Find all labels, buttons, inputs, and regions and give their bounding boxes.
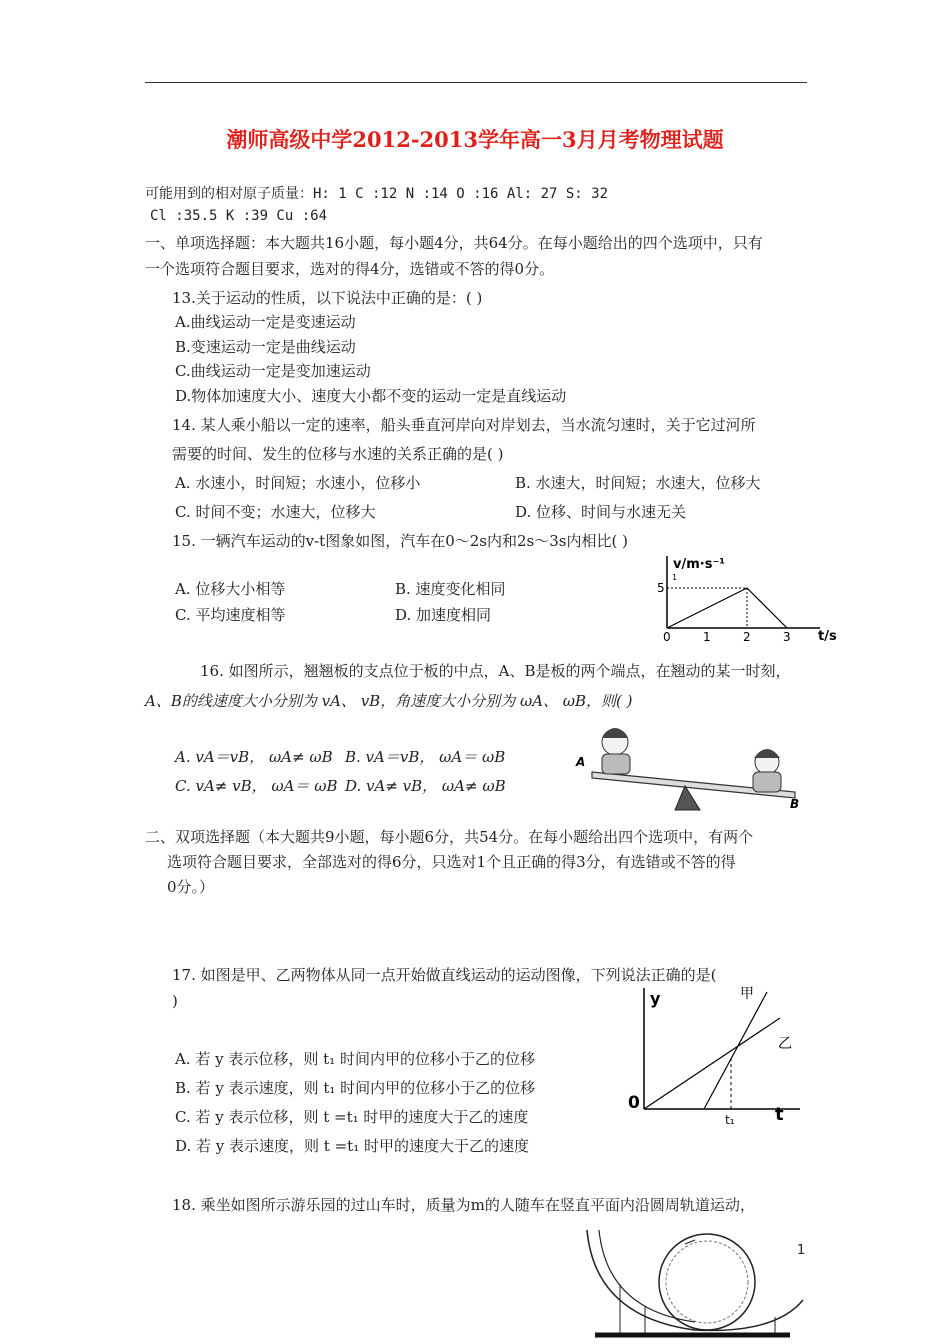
seesaw-figure bbox=[570, 710, 810, 815]
q15-option-b: B. 速度变化相同 bbox=[395, 580, 506, 598]
q17-option-c: C. 若 y 表示位移，则 t =t₁ 时甲的速度大于乙的速度 bbox=[175, 1108, 529, 1126]
q13-option-a: A.曲线运动一定是变速运动 bbox=[175, 313, 356, 331]
q15-option-d: D. 加速度相同 bbox=[395, 606, 492, 624]
q16-stem-line1: 16. 如图所示，翘翘板的支点位于板的中点，A、B是板的两个端点，在翘动的某一时刻， bbox=[200, 662, 791, 680]
q18-stem: 18. 乘坐如图所示游乐园的过山车时，质量为m的人随车在竖直平面内沿圆周轨道运动， bbox=[172, 1196, 755, 1214]
yt-ylabel: y bbox=[650, 989, 661, 1008]
page-title: 潮师高级中学2012-2013学年高一3月月考物理试题 bbox=[226, 127, 724, 152]
q15-option-a: A. 位移大小相等 bbox=[175, 580, 286, 598]
section1-line1: 一、单项选择题：本大题共16小题，每小题4分，共64分。在每小题给出的四个选项中，只有 bbox=[145, 234, 763, 252]
q16-option-c: C. vA≠ vB， ωA＝ ωB bbox=[175, 777, 338, 795]
child-a-body bbox=[602, 754, 630, 774]
section2-line3: 0分。） bbox=[167, 878, 215, 896]
vt-graph bbox=[640, 552, 840, 667]
q17-option-b: B. 若 y 表示速度，则 t₁ 时间内甲的位移小于乙的位移 bbox=[175, 1079, 536, 1097]
seesaw-label-a: A bbox=[576, 755, 586, 769]
loop-arrow bbox=[685, 1240, 695, 1244]
vt-tick-x2: 2 bbox=[743, 630, 751, 644]
yt-label-jia: 甲 bbox=[740, 986, 754, 1002]
child-a-hat bbox=[602, 728, 628, 738]
yt-line-jia bbox=[704, 992, 767, 1109]
child-b-hat bbox=[754, 749, 780, 758]
q14-option-c: C. 时间不变；水速大，位移大 bbox=[175, 503, 376, 521]
q14-stem-line2: 需要的时间、发生的位移与水速的关系正确的是( ) bbox=[172, 445, 504, 463]
vt-tick-y5: 5 bbox=[657, 581, 665, 595]
vt-tick-x1: 1 bbox=[703, 630, 711, 644]
vt-tick-x0: 0 bbox=[663, 630, 671, 644]
q15-stem: 15. 一辆汽车运动的v-t图象如图，汽车在0～2s内和2s～3s内相比( ) bbox=[172, 532, 628, 550]
q16-stem-line2: A、B的线速度大小分别为 vA、 vB，角速度大小分别为 ωA、 ωB，则( ) bbox=[145, 692, 633, 710]
vt-line-fall bbox=[747, 588, 787, 628]
header-rule bbox=[145, 82, 807, 83]
q17-option-d: D. 若 y 表示速度，则 t =t₁ 时甲的速度大于乙的速度 bbox=[175, 1137, 529, 1155]
q14-stem-line1: 14. 某人乘小船以一定的速率，船头垂直河岸向对岸划去，当水流匀速时，关于它过河所 bbox=[172, 416, 756, 434]
q15-option-c: C. 平均速度相等 bbox=[175, 606, 286, 624]
q13-option-b: B.变速运动一定是曲线运动 bbox=[175, 338, 356, 356]
page-number: 1 bbox=[797, 1243, 806, 1258]
atomic-mass-line1: 可能用到的相对原子质量：H: 1 C :12 N :14 O :16 Al: 27 S: 32 bbox=[145, 186, 609, 202]
section2-line2: 选项符合题目要求，全部选对的得6分，只选对1个且正确的得3分，有选错或不答的得 bbox=[167, 853, 736, 871]
seesaw-pivot bbox=[675, 786, 700, 810]
roller-coaster-figure bbox=[585, 1222, 805, 1338]
q13-option-c: C.曲线运动一定是变加速运动 bbox=[175, 362, 371, 380]
vt-ylabel: v/m·s⁻¹ bbox=[673, 557, 725, 572]
track-inner bbox=[599, 1230, 695, 1322]
q16-option-a: A. vA＝vB， ωA≠ ωB bbox=[175, 748, 333, 766]
vt-ylabel-sup: 1 bbox=[672, 573, 678, 582]
q14-option-a: A. 水速小，时间短；水速小，位移小 bbox=[175, 474, 421, 492]
q16-option-d: D. vA≠ vB， ωA≠ ωB bbox=[345, 777, 506, 795]
yt-t1: t₁ bbox=[725, 1113, 735, 1125]
q17-stem-line1: 17. 如图是甲、乙两物体从同一点开始做直线运动的运动图像，下列说法正确的是( bbox=[172, 966, 717, 984]
loop-inner bbox=[666, 1241, 748, 1323]
yt-label-yi: 乙 bbox=[778, 1036, 792, 1052]
q13-option-d: D.物体加速度大小、速度大小都不变的运动一定是直线运动 bbox=[175, 387, 567, 405]
q14-option-b: B. 水速大，时间短；水速大，位移大 bbox=[515, 474, 761, 492]
seesaw-label-b: B bbox=[790, 797, 800, 811]
loop-outer bbox=[659, 1234, 755, 1330]
q14-option-d: D. 位移、时间与水速无关 bbox=[515, 503, 687, 521]
track-outer bbox=[587, 1230, 806, 1330]
q17-stem-line2: ) bbox=[172, 992, 178, 1010]
section1-line2: 一个选项符合题目要求，选对的得4分，选错或不答的得0分。 bbox=[145, 260, 555, 278]
q13-stem: 13.关于运动的性质，以下说法中正确的是：( ) bbox=[172, 289, 483, 307]
vt-xlabel: t/s bbox=[818, 629, 837, 644]
section2-line1: 二、双项选择题（本大题共9小题，每小题6分，共54分。在每小题给出四个选项中，有两个 bbox=[145, 828, 754, 846]
yt-tlabel: t bbox=[775, 1104, 784, 1125]
q17-option-a: A. 若 y 表示位移，则 t₁ 时间内甲的位移小于乙的位移 bbox=[175, 1050, 535, 1068]
atomic-mass-line2: Cl :35.5 K :39 Cu :64 bbox=[150, 208, 328, 224]
yt-graph bbox=[620, 980, 810, 1125]
q16-option-b: B. vA＝vB， ωA＝ ωB bbox=[345, 748, 506, 766]
vt-tick-x3: 3 bbox=[783, 630, 791, 644]
yt-zero: 0 bbox=[628, 1093, 640, 1113]
vt-line-rise bbox=[667, 588, 747, 628]
child-b-body bbox=[753, 772, 781, 792]
